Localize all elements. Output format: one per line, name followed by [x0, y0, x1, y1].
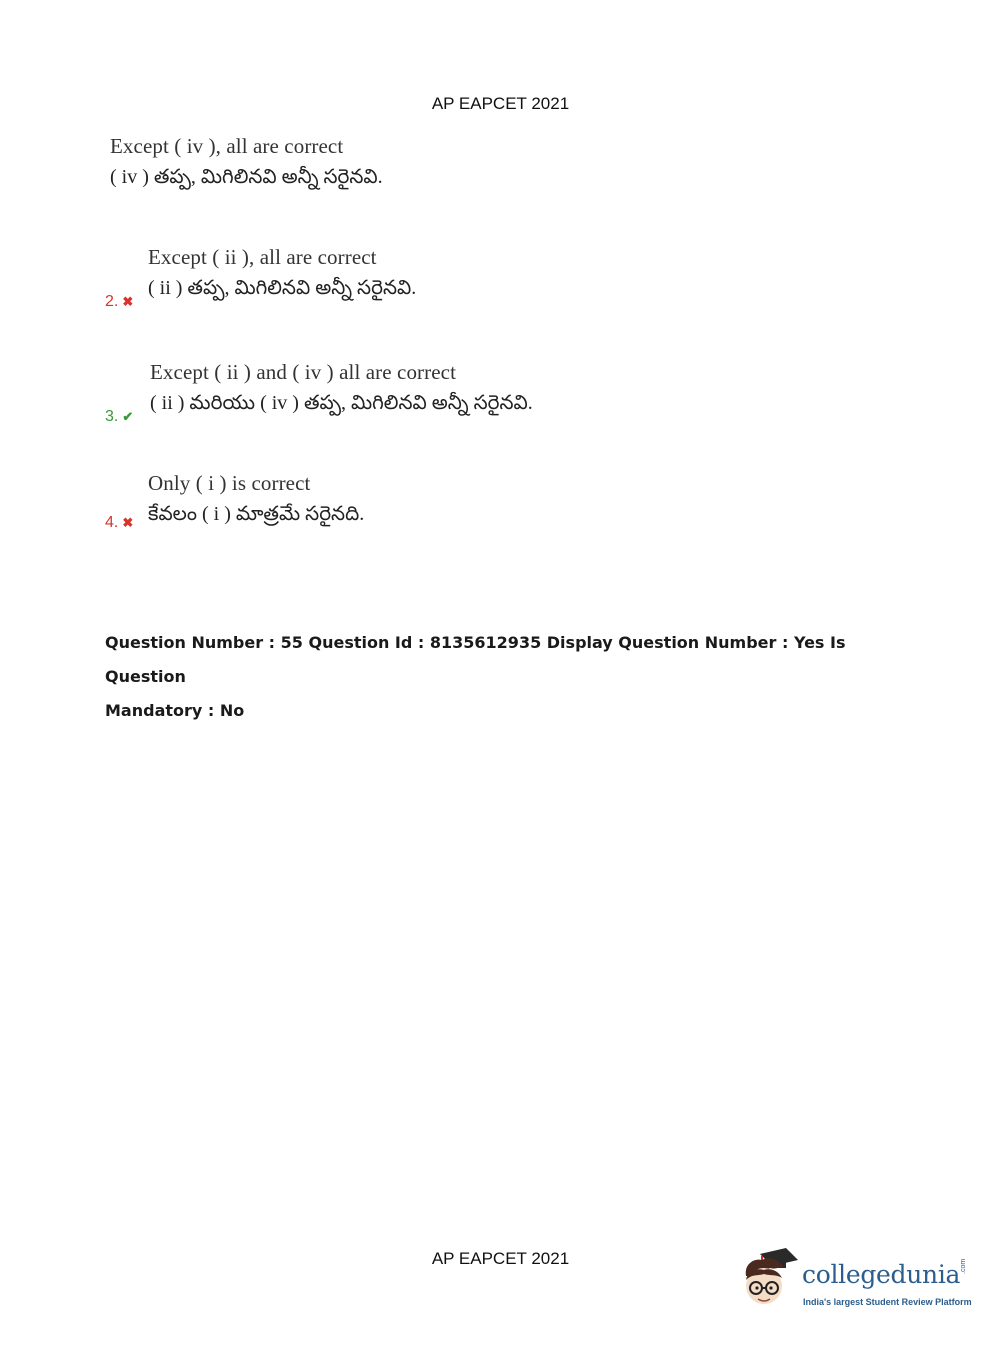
logo-tagline: India's largest Student Review Platform — [803, 1297, 972, 1307]
option-4 — [148, 468, 364, 530]
option-4-english: Only ( i ) is correct — [148, 471, 311, 495]
page-footer-title: AP EAPCET 2021 — [431, 1249, 570, 1268]
option-4-number: 4. — [105, 514, 119, 531]
wrong-cross-icon: ✖ — [122, 515, 134, 530]
option-3-marker — [105, 408, 133, 426]
logo-wordmark: collegedunia — [802, 1260, 961, 1289]
option-1 — [110, 131, 383, 193]
option-4-telugu: కేవలం ( i ) మాత్రమే సరైనది. — [148, 503, 365, 525]
option-2-telugu: ( ii ) తప్ప, మిగిలినవి అన్నీ సరైనవి. — [148, 277, 417, 299]
option-1-english: Except ( iv ), all are correct — [110, 134, 344, 158]
page-header-title: AP EAPCET 2021 — [431, 94, 570, 113]
mascot-icon — [740, 1246, 802, 1312]
option-2-english: Except ( ii ), all are correct — [148, 245, 377, 269]
option-3 — [150, 357, 533, 419]
option-3-english: Except ( ii ) and ( iv ) all are correct — [150, 360, 457, 384]
correct-check-icon: ✔ — [122, 409, 134, 424]
option-3-number: 3. — [105, 408, 119, 425]
collegedunia-logo — [740, 1246, 970, 1316]
option-2-number: 2. — [105, 293, 119, 310]
wrong-cross-icon: ✖ — [122, 294, 134, 309]
option-1-telugu: ( iv ) తప్ప, మిగిలినవి అన్నీ సరైనవి. — [110, 166, 383, 188]
option-2-marker — [105, 293, 133, 311]
logo-domain-suffix: .com — [960, 1258, 967, 1274]
question-meta-line2: Mandatory : No — [105, 701, 245, 720]
option-4-marker — [105, 514, 133, 532]
question-meta-line1: Question Number : 55 Question Id : 8135612935 Display Question Number : Yes Is Question — [105, 633, 846, 686]
question-meta — [105, 626, 905, 728]
option-3-telugu: ( ii ) మరియు ( iv ) తప్ప, మిగిలినవి అన్నీ సరైనవి. — [150, 392, 533, 414]
option-2 — [148, 242, 416, 304]
